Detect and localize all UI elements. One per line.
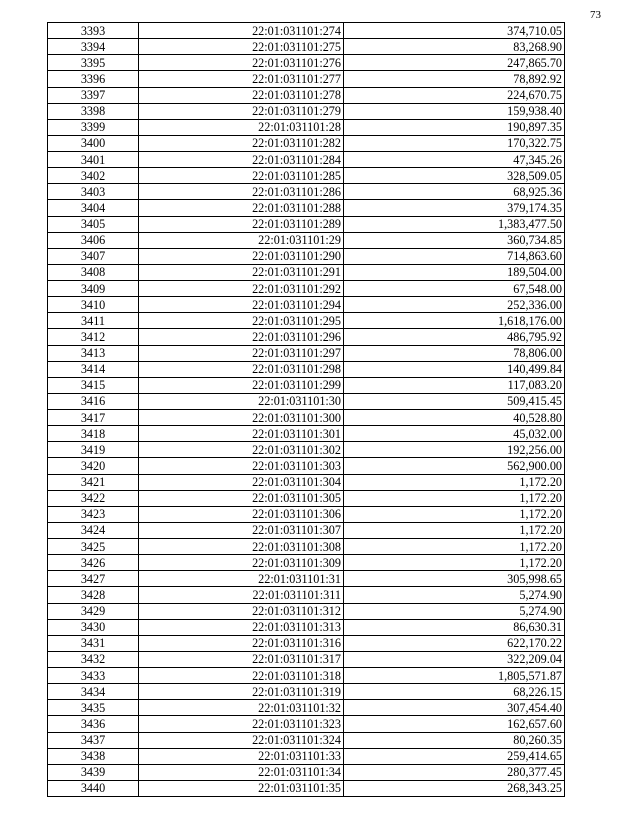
cadastral-number-cell: 22:01:031101:307 <box>139 522 344 538</box>
table-row <box>48 780 565 796</box>
row-number-cell: 3425 <box>48 539 139 555</box>
table-row <box>48 474 565 490</box>
cadastral-number-cell: 22:01:031101:303 <box>139 458 344 474</box>
cadastral-number-cell: 22:01:031101:309 <box>139 555 344 571</box>
cadastral-number-cell: 22:01:031101:312 <box>139 603 344 619</box>
cadastral-number-cell: 22:01:031101:29 <box>139 232 344 248</box>
row-number-cell: 3410 <box>48 297 139 313</box>
cadastral-number-cell: 22:01:031101:301 <box>139 426 344 442</box>
row-number-cell: 3399 <box>48 119 139 135</box>
row-number-cell: 3418 <box>48 426 139 442</box>
row-number-cell: 3401 <box>48 152 139 168</box>
row-number-cell: 3404 <box>48 200 139 216</box>
table-row <box>48 716 565 732</box>
cadastral-value-cell: 1,172.20 <box>344 490 565 506</box>
cadastral-number-cell: 22:01:031101:299 <box>139 377 344 393</box>
page-number: 73 <box>590 9 601 21</box>
table-body <box>48 23 565 797</box>
cadastral-number-cell: 22:01:031101:313 <box>139 619 344 635</box>
cadastral-number-cell: 22:01:031101:295 <box>139 313 344 329</box>
cadastral-value-cell: 360,734.85 <box>344 232 565 248</box>
table-row <box>48 458 565 474</box>
table-row <box>48 135 565 151</box>
cadastral-number-cell: 22:01:031101:324 <box>139 732 344 748</box>
cadastral-value-cell: 259,414.65 <box>344 748 565 764</box>
cadastral-value-cell: 1,172.20 <box>344 555 565 571</box>
cadastral-number-cell: 22:01:031101:278 <box>139 87 344 103</box>
row-number-cell: 3421 <box>48 474 139 490</box>
cadastral-number-cell: 22:01:031101:316 <box>139 635 344 651</box>
cadastral-value-cell: 714,863.60 <box>344 248 565 264</box>
table-row <box>48 732 565 748</box>
cadastral-number-cell: 22:01:031101:285 <box>139 168 344 184</box>
cadastral-value-cell: 140,499.84 <box>344 361 565 377</box>
row-number-cell: 3419 <box>48 442 139 458</box>
cadastral-number-cell: 22:01:031101:279 <box>139 103 344 119</box>
row-number-cell: 3423 <box>48 506 139 522</box>
cadastral-value-cell: 322,209.04 <box>344 651 565 667</box>
table-row <box>48 442 565 458</box>
table-row <box>48 377 565 393</box>
table-row <box>48 603 565 619</box>
cadastral-number-cell: 22:01:031101:317 <box>139 651 344 667</box>
row-number-cell: 3393 <box>48 23 139 39</box>
row-number-cell: 3429 <box>48 603 139 619</box>
cadastral-value-cell: 78,892.92 <box>344 71 565 87</box>
table-row <box>48 506 565 522</box>
row-number-cell: 3406 <box>48 232 139 248</box>
cadastral-value-cell: 1,172.20 <box>344 522 565 538</box>
cadastral-value-cell: 224,670.75 <box>344 87 565 103</box>
table-row <box>48 71 565 87</box>
row-number-cell: 3432 <box>48 651 139 667</box>
table-row <box>48 329 565 345</box>
cadastral-number-cell: 22:01:031101:319 <box>139 684 344 700</box>
cadastral-value-cell: 374,710.05 <box>344 23 565 39</box>
table-row <box>48 264 565 280</box>
row-number-cell: 3397 <box>48 87 139 103</box>
table-row <box>48 152 565 168</box>
cadastral-value-cell: 68,925.36 <box>344 184 565 200</box>
row-number-cell: 3435 <box>48 700 139 716</box>
cadastral-number-cell: 22:01:031101:290 <box>139 248 344 264</box>
cadastral-value-cell: 83,268.90 <box>344 39 565 55</box>
cadastral-number-cell: 22:01:031101:30 <box>139 393 344 409</box>
row-number-cell: 3430 <box>48 619 139 635</box>
table-row <box>48 393 565 409</box>
cadastral-number-cell: 22:01:031101:323 <box>139 716 344 732</box>
table-row <box>48 410 565 426</box>
table-row <box>48 571 565 587</box>
cadastral-number-cell: 22:01:031101:276 <box>139 55 344 71</box>
row-number-cell: 3438 <box>48 748 139 764</box>
table-row <box>48 522 565 538</box>
cadastral-value-cell: 280,377.45 <box>344 764 565 780</box>
row-number-cell: 3411 <box>48 313 139 329</box>
cadastral-value-cell: 162,657.60 <box>344 716 565 732</box>
row-number-cell: 3431 <box>48 635 139 651</box>
cadastral-number-cell: 22:01:031101:304 <box>139 474 344 490</box>
cadastral-value-cell: 45,032.00 <box>344 426 565 442</box>
row-number-cell: 3422 <box>48 490 139 506</box>
row-number-cell: 3395 <box>48 55 139 71</box>
cadastral-number-cell: 22:01:031101:306 <box>139 506 344 522</box>
cadastral-number-cell: 22:01:031101:300 <box>139 410 344 426</box>
cadastral-value-cell: 1,172.20 <box>344 539 565 555</box>
table-row <box>48 23 565 39</box>
table-row <box>48 539 565 555</box>
table-row <box>48 232 565 248</box>
row-number-cell: 3426 <box>48 555 139 571</box>
cadastral-number-cell: 22:01:031101:277 <box>139 71 344 87</box>
cadastral-value-cell: 159,938.40 <box>344 103 565 119</box>
table-row <box>48 651 565 667</box>
row-number-cell: 3424 <box>48 522 139 538</box>
table-row <box>48 87 565 103</box>
cadastral-value-cell: 305,998.65 <box>344 571 565 587</box>
table-row <box>48 297 565 313</box>
row-number-cell: 3428 <box>48 587 139 603</box>
cadastral-value-cell: 486,795.92 <box>344 329 565 345</box>
cadastral-number-cell: 22:01:031101:284 <box>139 152 344 168</box>
cadastral-value-cell: 622,170.22 <box>344 635 565 651</box>
row-number-cell: 3400 <box>48 135 139 151</box>
table-row <box>48 668 565 684</box>
cadastral-number-cell: 22:01:031101:35 <box>139 780 344 796</box>
row-number-cell: 3398 <box>48 103 139 119</box>
table-row <box>48 281 565 297</box>
table-row <box>48 764 565 780</box>
cadastral-value-cell: 68,226.15 <box>344 684 565 700</box>
row-number-cell: 3427 <box>48 571 139 587</box>
table-row <box>48 103 565 119</box>
cadastral-number-cell: 22:01:031101:305 <box>139 490 344 506</box>
cadastral-number-cell: 22:01:031101:311 <box>139 587 344 603</box>
cadastral-number-cell: 22:01:031101:34 <box>139 764 344 780</box>
cadastral-value-cell: 5,274.90 <box>344 587 565 603</box>
table-row <box>48 216 565 232</box>
row-number-cell: 3420 <box>48 458 139 474</box>
row-number-cell: 3434 <box>48 684 139 700</box>
row-number-cell: 3415 <box>48 377 139 393</box>
cadastral-number-cell: 22:01:031101:291 <box>139 264 344 280</box>
cadastral-number-cell: 22:01:031101:33 <box>139 748 344 764</box>
cadastral-value-cell: 170,322.75 <box>344 135 565 151</box>
row-number-cell: 3409 <box>48 281 139 297</box>
cadastral-value-cell: 190,897.35 <box>344 119 565 135</box>
row-number-cell: 3402 <box>48 168 139 184</box>
table-row <box>48 587 565 603</box>
cadastral-value-cell: 379,174.35 <box>344 200 565 216</box>
cadastral-number-cell: 22:01:031101:298 <box>139 361 344 377</box>
cadastral-number-cell: 22:01:031101:296 <box>139 329 344 345</box>
row-number-cell: 3416 <box>48 393 139 409</box>
cadastral-number-cell: 22:01:031101:274 <box>139 23 344 39</box>
cadastral-value-cell: 247,865.70 <box>344 55 565 71</box>
cadastral-value-cell: 328,509.05 <box>344 168 565 184</box>
cadastral-value-cell: 40,528.80 <box>344 410 565 426</box>
row-number-cell: 3405 <box>48 216 139 232</box>
row-number-cell: 3408 <box>48 264 139 280</box>
row-number-cell: 3437 <box>48 732 139 748</box>
cadastral-value-cell: 1,172.20 <box>344 506 565 522</box>
cadastral-number-cell: 22:01:031101:318 <box>139 668 344 684</box>
table-row <box>48 313 565 329</box>
cadastral-number-cell: 22:01:031101:28 <box>139 119 344 135</box>
cadastral-number-cell: 22:01:031101:302 <box>139 442 344 458</box>
cadastral-value-table <box>47 22 565 797</box>
cadastral-value-cell: 1,172.20 <box>344 474 565 490</box>
cadastral-number-cell: 22:01:031101:32 <box>139 700 344 716</box>
table-row <box>48 184 565 200</box>
cadastral-value-cell: 78,806.00 <box>344 345 565 361</box>
cadastral-value-cell: 189,504.00 <box>344 264 565 280</box>
cadastral-number-cell: 22:01:031101:297 <box>139 345 344 361</box>
cadastral-number-cell: 22:01:031101:282 <box>139 135 344 151</box>
row-number-cell: 3436 <box>48 716 139 732</box>
cadastral-number-cell: 22:01:031101:288 <box>139 200 344 216</box>
cadastral-value-cell: 252,336.00 <box>344 297 565 313</box>
cadastral-value-cell: 47,345.26 <box>344 152 565 168</box>
cadastral-value-cell: 268,343.25 <box>344 780 565 796</box>
cadastral-value-cell: 5,274.90 <box>344 603 565 619</box>
cadastral-value-cell: 1,805,571.87 <box>344 668 565 684</box>
row-number-cell: 3417 <box>48 410 139 426</box>
row-number-cell: 3413 <box>48 345 139 361</box>
table-row <box>48 700 565 716</box>
cadastral-value-cell: 307,454.40 <box>344 700 565 716</box>
table-row <box>48 200 565 216</box>
cadastral-value-cell: 509,415.45 <box>344 393 565 409</box>
row-number-cell: 3433 <box>48 668 139 684</box>
cadastral-value-cell: 1,383,477.50 <box>344 216 565 232</box>
table-row <box>48 426 565 442</box>
cadastral-value-cell: 117,083.20 <box>344 377 565 393</box>
row-number-cell: 3440 <box>48 780 139 796</box>
cadastral-number-cell: 22:01:031101:31 <box>139 571 344 587</box>
row-number-cell: 3407 <box>48 248 139 264</box>
cadastral-number-cell: 22:01:031101:289 <box>139 216 344 232</box>
row-number-cell: 3412 <box>48 329 139 345</box>
cadastral-number-cell: 22:01:031101:286 <box>139 184 344 200</box>
cadastral-number-cell: 22:01:031101:308 <box>139 539 344 555</box>
row-number-cell: 3394 <box>48 39 139 55</box>
row-number-cell: 3396 <box>48 71 139 87</box>
cadastral-value-cell: 562,900.00 <box>344 458 565 474</box>
row-number-cell: 3439 <box>48 764 139 780</box>
table-row <box>48 55 565 71</box>
table-row <box>48 361 565 377</box>
table-row <box>48 684 565 700</box>
row-number-cell: 3414 <box>48 361 139 377</box>
table-row <box>48 119 565 135</box>
cadastral-value-cell: 86,630.31 <box>344 619 565 635</box>
cadastral-number-cell: 22:01:031101:294 <box>139 297 344 313</box>
cadastral-number-cell: 22:01:031101:292 <box>139 281 344 297</box>
table-row <box>48 168 565 184</box>
table-row <box>48 635 565 651</box>
table-row <box>48 345 565 361</box>
table-row <box>48 619 565 635</box>
row-number-cell: 3403 <box>48 184 139 200</box>
cadastral-value-cell: 80,260.35 <box>344 732 565 748</box>
cadastral-value-cell: 1,618,176.00 <box>344 313 565 329</box>
table-row <box>48 555 565 571</box>
table-row <box>48 748 565 764</box>
table-row <box>48 39 565 55</box>
table-row <box>48 248 565 264</box>
cadastral-value-cell: 67,548.00 <box>344 281 565 297</box>
cadastral-number-cell: 22:01:031101:275 <box>139 39 344 55</box>
table-row <box>48 490 565 506</box>
cadastral-value-cell: 192,256.00 <box>344 442 565 458</box>
